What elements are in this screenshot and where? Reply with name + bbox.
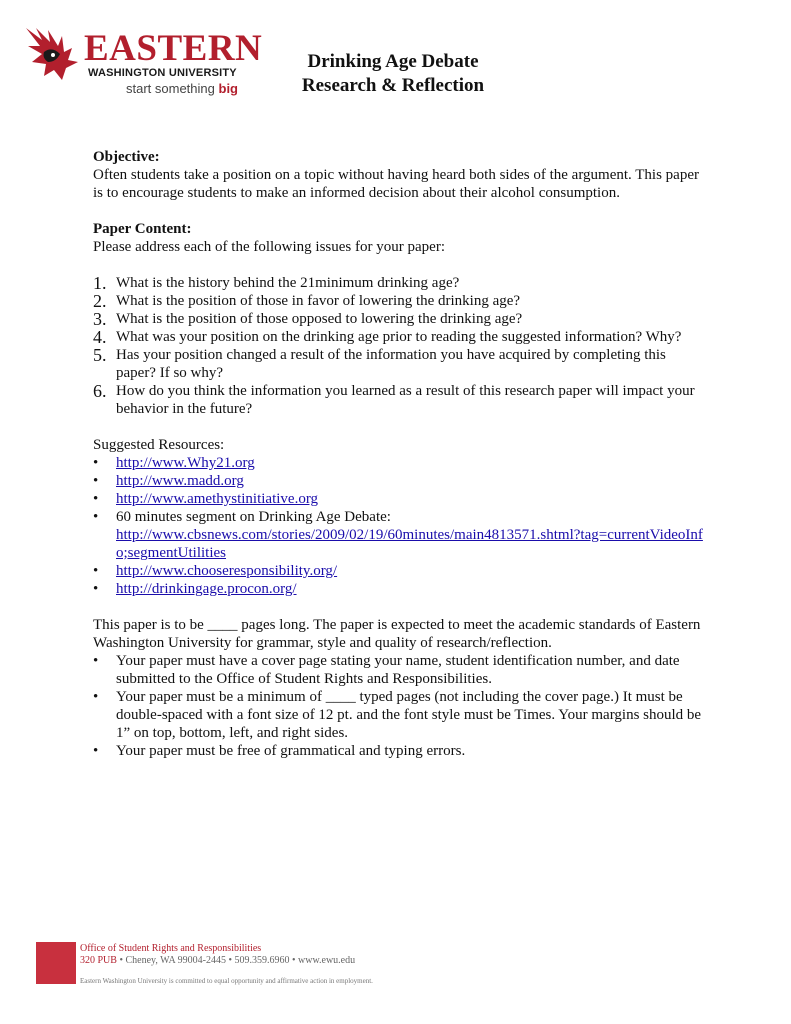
- question-text: Has your position changed a result of the information you have acquired by completing this paper? If so why?: [116, 347, 666, 381]
- question-item: [93, 274, 703, 292]
- link-cbs-segment[interactable]: http://www.cbsnews.com/stories/2009/02/19/60minutes/main4813571.shtml?tag=currentVideoInfo;segmentUtilities: [116, 527, 703, 561]
- question-number: 3.: [93, 309, 107, 329]
- question-item: [93, 292, 703, 310]
- requirement-item: [93, 652, 703, 688]
- question-text: What is the position of those in favor of lowering the drinking age?: [116, 293, 521, 309]
- bullet-icon: •: [93, 509, 99, 525]
- link-why21[interactable]: http://www.Why21.org: [116, 455, 255, 471]
- question-list: [93, 274, 703, 418]
- objective-heading: Objective:: [93, 149, 160, 165]
- link-madd[interactable]: http://www.madd.org: [116, 473, 244, 489]
- footer-equal-opportunity: Eastern Washington University is committed to equal opportunity and affirmative action in employment.: [80, 977, 373, 985]
- footer-address: [80, 955, 480, 967]
- resource-item: [93, 508, 703, 562]
- link-choose-responsibility[interactable]: http://www.chooseresponsibility.org/: [116, 563, 338, 579]
- ewu-logo: [22, 22, 263, 102]
- link-amethyst[interactable]: http://www.amethystinitiative.org: [116, 491, 319, 507]
- logo-subname: WASHINGTON UNIVERSITY: [88, 67, 237, 79]
- footer-pub: 320 PUB: [80, 955, 117, 966]
- segment-label: 60 minutes segment on Drinking Age Debate:: [116, 509, 391, 525]
- bullet-icon: •: [93, 563, 99, 579]
- title-line-1: Drinking Age Debate: [307, 51, 479, 72]
- footer-address-text: • Cheney, WA 99004-2445 • 509.359.6960 • www.ewu.edu: [116, 955, 356, 966]
- resources-heading: Suggested Resources:: [93, 437, 225, 453]
- link-procon[interactable]: http://drinkingage.procon.org/: [116, 581, 297, 597]
- question-item: [93, 346, 703, 382]
- logo-wordmark: EASTERN: [84, 28, 263, 69]
- question-number: 4.: [93, 327, 107, 347]
- requirement-text: Your paper must have a cover page stating your name, student identification number, and date submitted to the Office of Student Rights and Responsibilities.: [116, 653, 680, 687]
- objective-text: Often students take a position on a topic without having heard both sides of the argument. This paper is to encourage students to make an informed decision about their alcohol consumption.: [93, 167, 699, 201]
- question-number: 1.: [93, 273, 107, 293]
- requirements-intro: This paper is to be ____ pages long. The paper is expected to meet the academic standards of Eastern Washington University for grammar, style and quality of research/reflection.: [93, 617, 701, 651]
- resource-item: [93, 490, 703, 508]
- resource-item: [93, 454, 703, 472]
- footer-accent-block: [36, 942, 76, 984]
- requirement-text: Your paper must be free of grammatical and typing errors.: [116, 743, 466, 759]
- bullet-icon: •: [93, 743, 99, 759]
- document-body: [93, 148, 703, 760]
- question-text: How do you think the information you learned as a result of this research paper will impact your behavior in the future?: [116, 383, 695, 417]
- bullet-icon: •: [93, 689, 99, 705]
- resource-item: [93, 580, 703, 598]
- bullet-icon: •: [93, 653, 99, 669]
- logo-tagline: [126, 81, 238, 97]
- requirement-item: [93, 688, 703, 742]
- bullet-icon: •: [93, 491, 99, 507]
- resource-list: [93, 454, 703, 598]
- paper-content-intro: Please address each of the following issues for your paper:: [93, 239, 445, 255]
- question-item: [93, 382, 703, 418]
- footer: [80, 943, 480, 986]
- question-item: [93, 328, 703, 346]
- title-line-2: Research & Reflection: [301, 75, 485, 96]
- bullet-icon: •: [93, 473, 99, 489]
- resource-item: [93, 472, 703, 490]
- footer-office: Office of Student Rights and Responsibilities: [80, 943, 262, 954]
- question-text: What is the position of those opposed to lowering the drinking age?: [116, 311, 523, 327]
- eagle-icon: [22, 22, 84, 84]
- paper-content-heading: Paper Content:: [93, 221, 192, 237]
- question-text: What was your position on the drinking age prior to reading the suggested information? Why?: [116, 329, 682, 345]
- document-title: [268, 50, 518, 98]
- resource-item: [93, 562, 703, 580]
- requirement-item: [93, 742, 703, 760]
- question-item: [93, 310, 703, 328]
- tagline-bold: big: [218, 81, 238, 96]
- question-text: What is the history behind the 21minimum drinking age?: [116, 275, 460, 291]
- bullet-icon: •: [93, 455, 99, 471]
- question-number: 6.: [93, 381, 107, 401]
- requirements-list: [93, 652, 703, 760]
- requirement-text: Your paper must be a minimum of ____ typed pages (not including the cover page.) It must be double-spaced with a font size of 12 pt. and the font style must be Times. Your margins should be 1” on top, bottom, left, and right sides.: [116, 689, 702, 741]
- question-number: 2.: [93, 291, 107, 311]
- question-number: 5.: [93, 345, 107, 365]
- bullet-icon: •: [93, 581, 99, 597]
- tagline-text: start something: [126, 81, 215, 96]
